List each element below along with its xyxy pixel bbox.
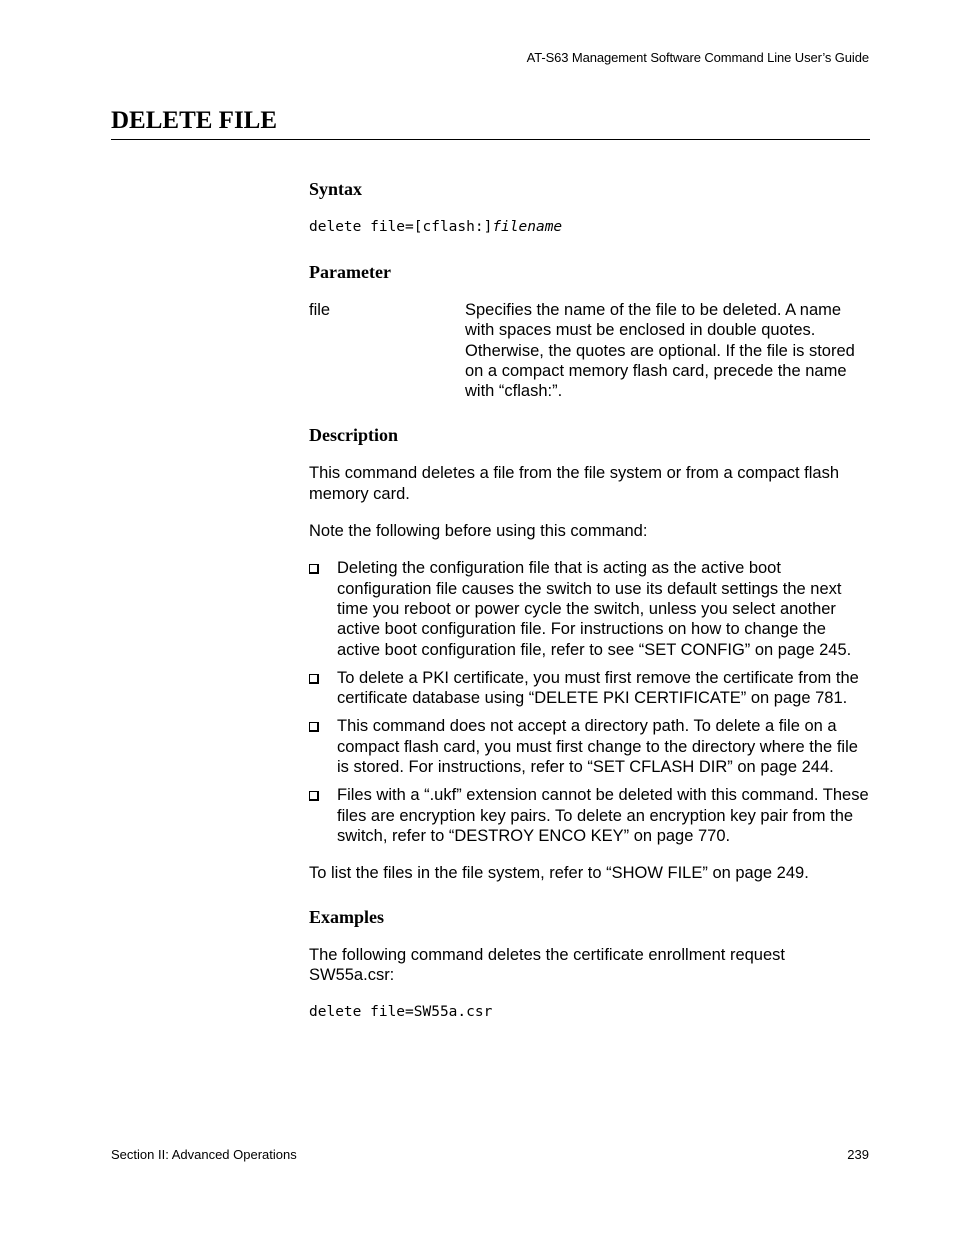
main-content <box>309 178 871 1046</box>
list-item: Files with a “.ukf” extension cannot be deleted with this command. These files are encryption key pairs. To delete an encryption key pair from the switch, refer to “DESTROY ENCO KEY” on page 770. <box>309 785 871 846</box>
syntax-code-prefix: delete file=[cflash:] <box>309 219 493 235</box>
syntax-heading: Syntax <box>309 179 363 199</box>
syntax-code <box>309 217 871 237</box>
examples-heading: Examples <box>309 906 385 927</box>
title-rule <box>111 139 870 140</box>
parameter-heading: Parameter <box>309 262 391 282</box>
description-para-2: Note the following before using this command: <box>309 522 648 541</box>
running-header: AT-S63 Management Software Command Line User’s Guide <box>526 50 869 65</box>
footer-section: Section II: Advanced Operations <box>111 1147 297 1162</box>
note-list <box>309 558 871 846</box>
examples-code: delete file=SW55a.csr <box>309 1004 493 1021</box>
page-number: 239 <box>847 1147 869 1162</box>
list-item: Deleting the configuration file that is acting as the active boot configuration file causes the switch to use its default settings the next time you reboot or power cycle the switch, unless you select another active boot configuration file. For instructions on how to change the active boot configuration file, refer to see “SET CONFIG” on page 245. <box>309 558 871 659</box>
list-item: To delete a PKI certificate, you must first remove the certificate from the certificate database using “DELETE PKI CERTIFICATE” on page 781. <box>309 668 871 709</box>
list-item: This command does not accept a directory path. To delete a file on a compact flash card, you must first change to the directory where the file is stored. For instructions, refer to “SET CFLASH DIR” on page 244. <box>309 716 871 777</box>
parameter-description: Specifies the name of the file to be deleted. A name with spaces must be enclosed in double quotes. Otherwise, the quotes are optional. If the file is stored on a compact memory flash card, precede the name with “cflash:”. <box>465 301 855 401</box>
description-para-3: To list the files in the file system, refer to “SHOW FILE” on page 249. <box>309 864 809 883</box>
checkbox-bullet-icon <box>309 674 319 684</box>
parameter-name: file <box>309 301 331 319</box>
checkbox-bullet-icon <box>309 791 319 801</box>
description-para-1: This command deletes a file from the file system or from a compact flash memory card. <box>309 464 840 503</box>
description-heading: Description <box>309 425 398 446</box>
page-title: DELETE FILE <box>111 107 278 134</box>
examples-para: The following command deletes the certificate enrollment request SW55a.csr: <box>309 945 785 984</box>
checkbox-bullet-icon <box>309 722 319 732</box>
syntax-code-filename: filename <box>492 219 563 235</box>
parameter-row <box>309 300 871 401</box>
checkbox-bullet-icon <box>309 564 319 574</box>
